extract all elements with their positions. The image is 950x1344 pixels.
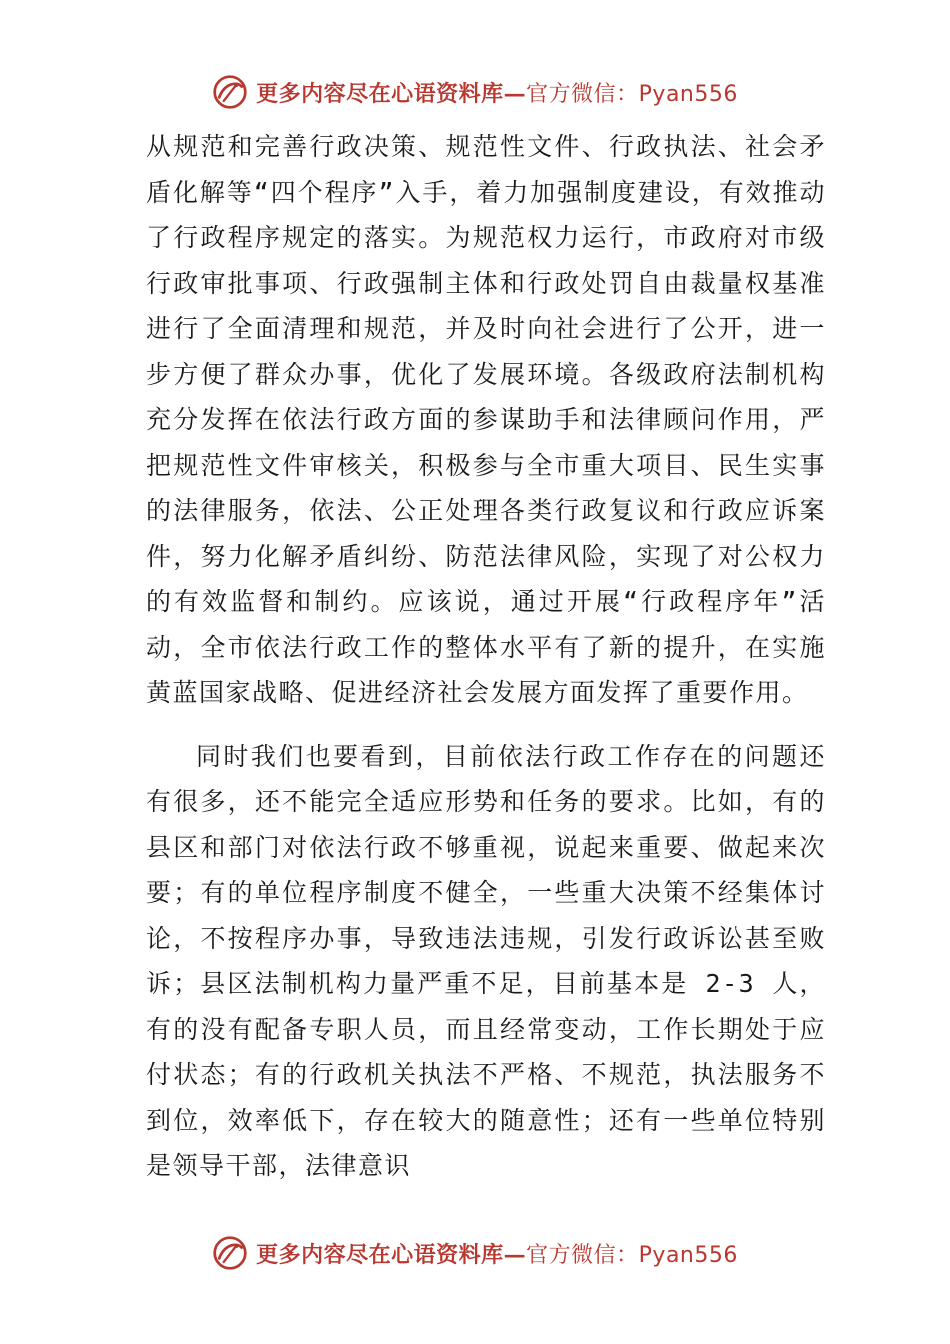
header-brand-label: 更多内容尽在心语资料库— <box>256 80 527 107</box>
footer-banner <box>0 1233 950 1273</box>
paragraph-1: 从规范和完善行政决策、规范性文件、行政执法、社会矛盾化解等“四个程序”入手，着力加强制度建设，有效推动了行政程序规定的落实。为规范权力运行，市政府对市级行政审批事项、行政强制主体和行政处罚自由裁量权基准进行了全面清理和规范，并及时向社会进行了公开，进一步方便了群众办事，优化了发展环境。各级政府法制机构充分发挥在依法行政方面的参谋助手和法律顾问作用，严把规范性文件审核关，积极参与全市重大项目、民生实事的法律服务，依法、公正处理各类行政复议和行政应诉案件，努力化解矛盾纠纷、防范法律风险，实现了对公权力的有效监督和制约。应该说，通过开展“行政程序年”活动，全市依法行政工作的整体水平有了新的提升，在实施黄蓝国家战略、促进经济社会发展方面发挥了重要作用。 <box>146 132 826 707</box>
paragraph-2: 同时我们也要看到，目前依法行政工作存在的问题还有很多，还不能完全适应形势和任务的要求。比如，有的县区和部门对依法行政不够重视，说起来重要、做起来次要；有的单位程序制度不健全，一些重大决策不经集体讨论，不按程序办事，导致违法违规，引发行政诉讼甚至败诉；县区法制机构力量严重不足，目前基本是 2-3 人，有的没有配备专职人员，而且经常变动，工作长期处于应付状态；有的行政机关执法不严格、不规范，执法服务不到位，效率低下，存在较大的随意性；还有一些单位特别是领导干部，法律意识 <box>146 741 826 1180</box>
footer-brand-text <box>256 1238 738 1269</box>
header-brand-text <box>256 77 738 108</box>
footer-wechat-label: 官方微信：Pyan556 <box>526 1242 738 1268</box>
header-wechat-label: 官方微信：Pyan556 <box>526 81 738 107</box>
brand-logo-icon <box>212 1235 248 1271</box>
body-text <box>146 124 826 1189</box>
brand-logo-icon <box>212 74 248 110</box>
footer-brand-label: 更多内容尽在心语资料库— <box>256 1241 527 1268</box>
header-banner <box>0 72 950 112</box>
